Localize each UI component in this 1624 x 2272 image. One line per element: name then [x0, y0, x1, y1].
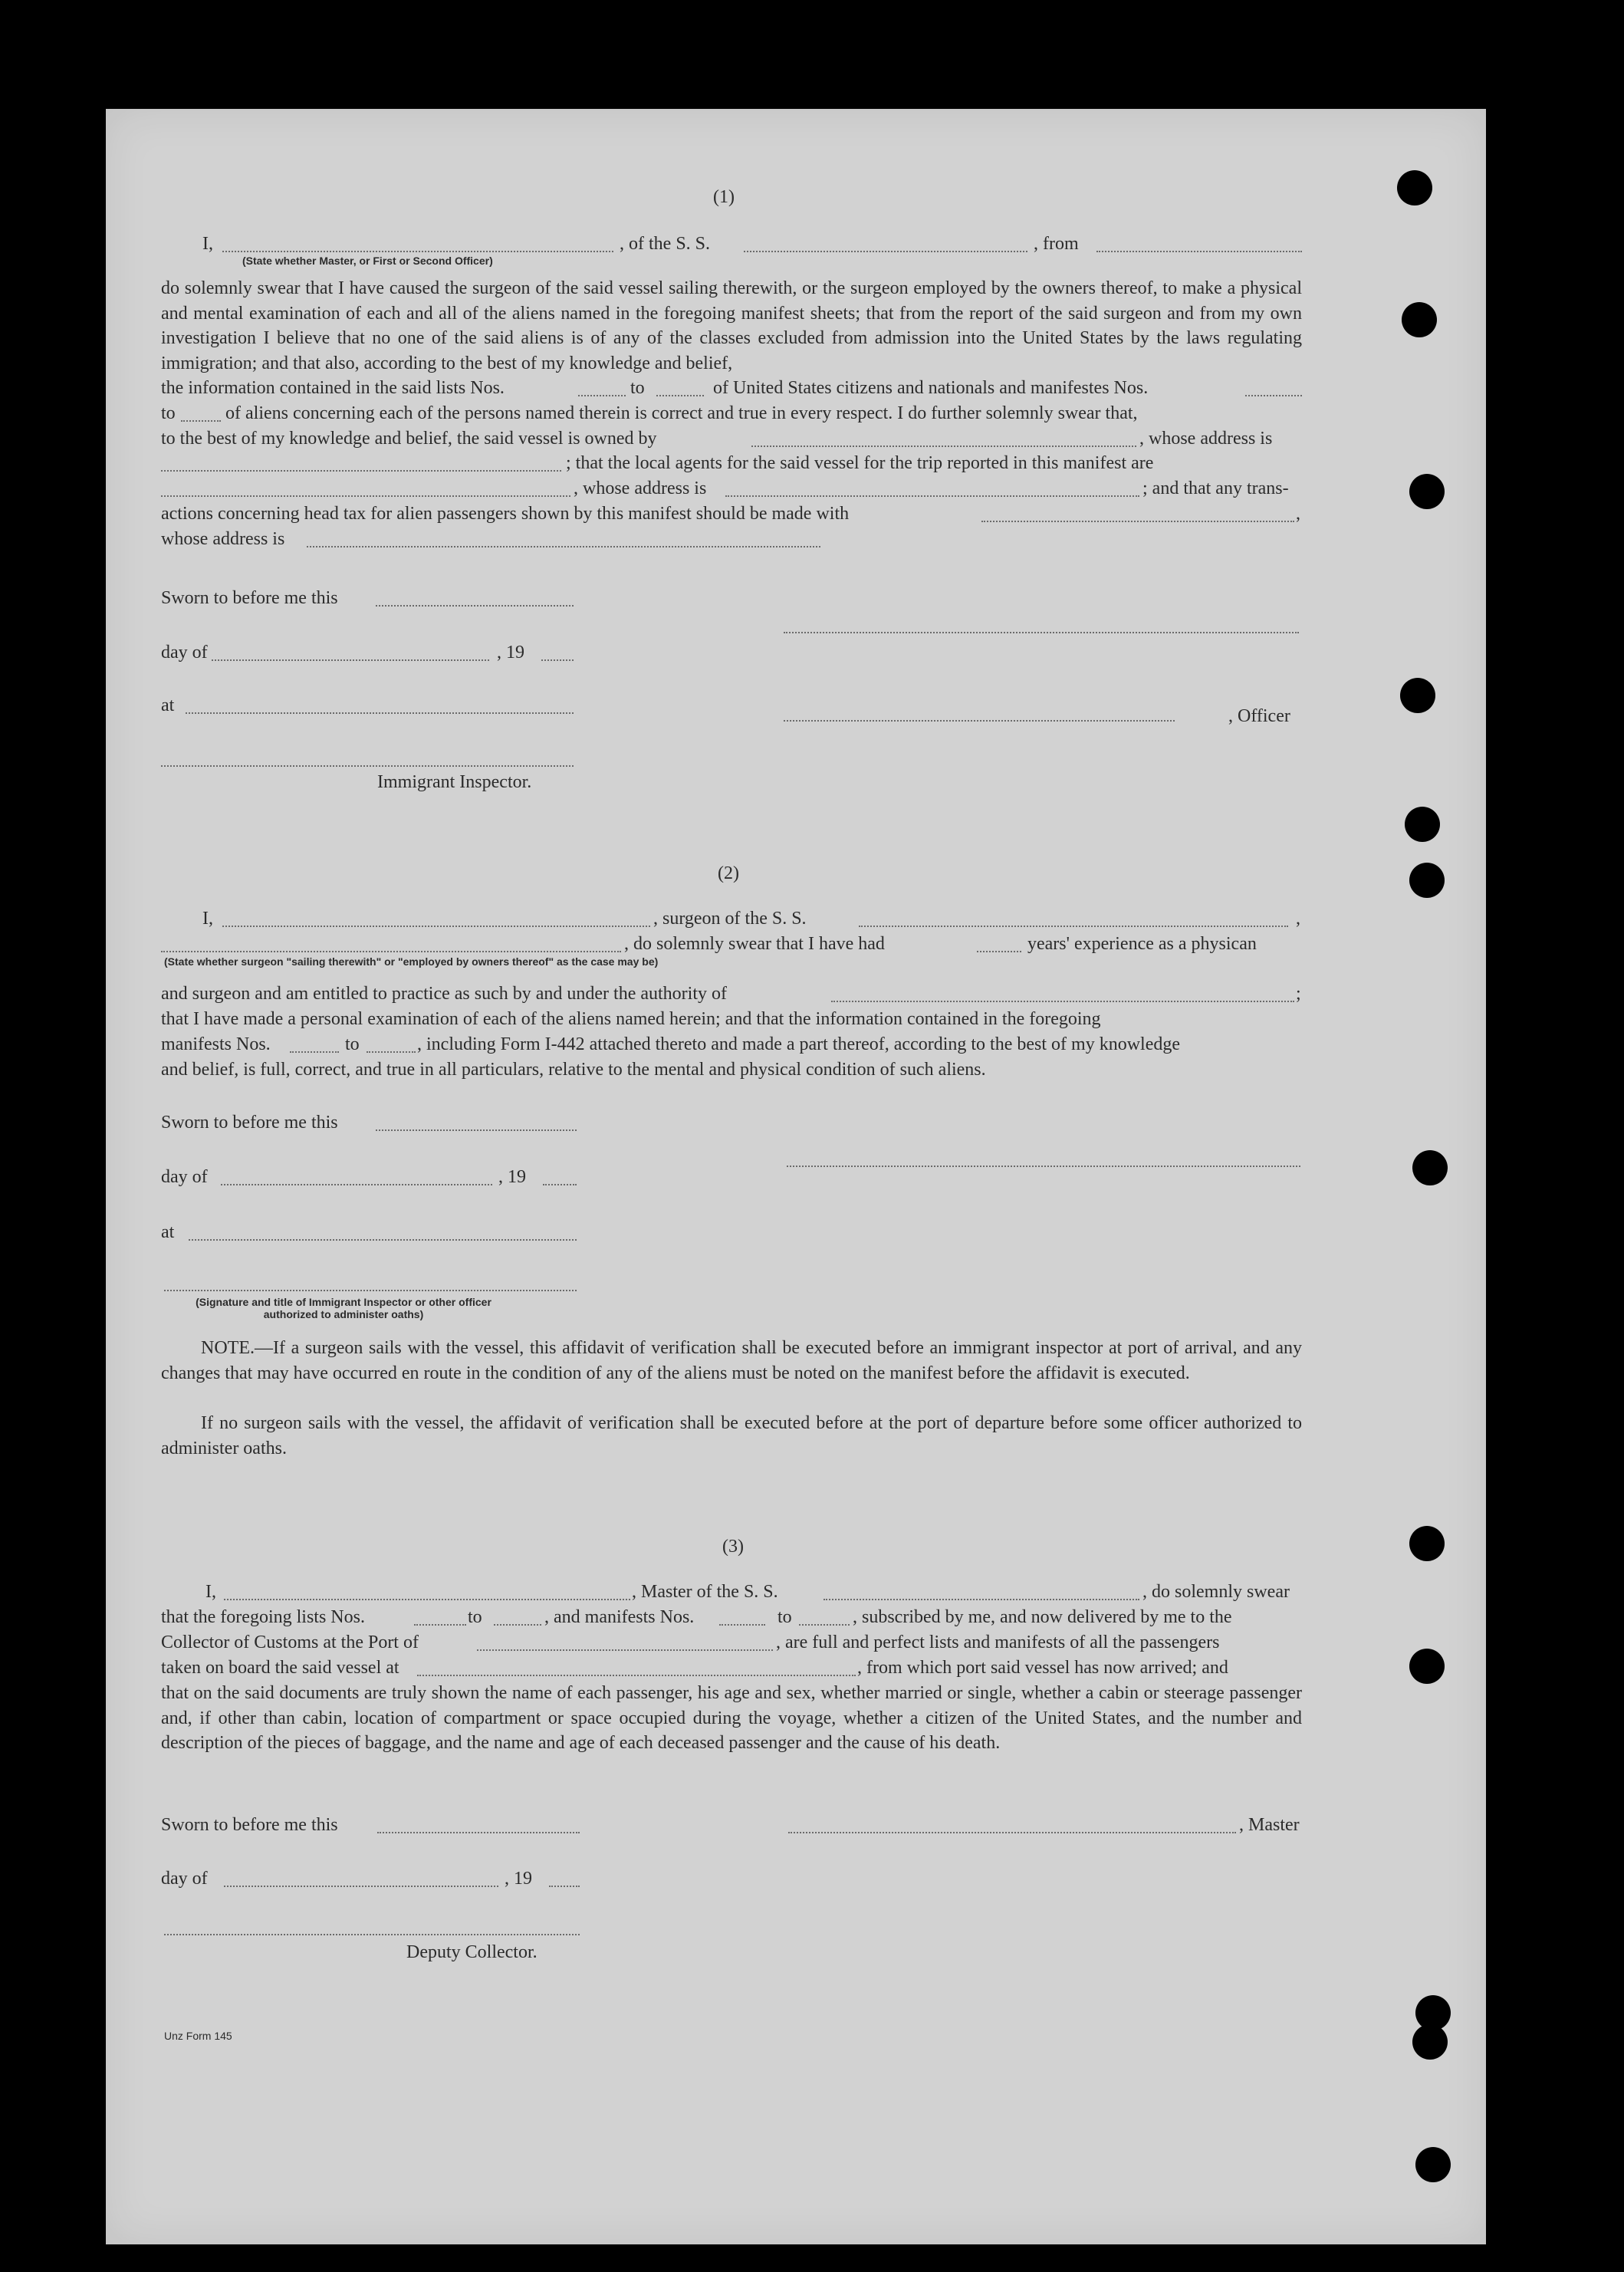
- s1-inspector: Immigrant Inspector.: [377, 772, 532, 792]
- section-1-number: (1): [713, 187, 735, 207]
- s2-auth-end: ;: [1296, 984, 1301, 1004]
- s3-lists-b: , and manifests Nos.: [544, 1607, 695, 1627]
- s3-i: I,: [205, 1582, 216, 1602]
- s2-belief: and belief, is full, correct, and true in all particulars, relative to the mental and physical condition of such aliens.: [161, 1060, 986, 1080]
- s2-swear-b: years' experience as a physican: [1027, 934, 1257, 954]
- s3-board-b: , from which port said vessel has now arrived; and: [857, 1658, 1228, 1678]
- s3-port-blank[interactable]: [477, 1649, 773, 1651]
- s2-manifests-b: , including Form I-442 attached thereto and made a part thereof, according to the best of my knowledge: [417, 1034, 1181, 1054]
- form-number: Unz Form 145: [164, 2030, 232, 2042]
- s1-whose-address: , whose address is: [574, 478, 707, 498]
- s1-actions: actions concerning head tax for alien passengers shown by this manifest should be made with: [161, 504, 850, 524]
- punch-hole: [1397, 170, 1432, 205]
- s3-sworn: Sworn to before me this: [161, 1815, 338, 1835]
- s2-day-blank[interactable]: [221, 1184, 492, 1185]
- s1-agents: ; that the local agents for the said vessel for the trip reported in this manifest are: [566, 453, 1154, 473]
- s3-lists-to2: to: [777, 1607, 792, 1627]
- punch-hole: [1405, 807, 1440, 842]
- s3-day-blank[interactable]: [224, 1886, 498, 1887]
- s1-agents-address-blank[interactable]: [725, 495, 1139, 497]
- s3-ship-blank[interactable]: [824, 1599, 1139, 1600]
- s1-owner-blank[interactable]: [751, 446, 1136, 447]
- s3-master: , Master: [1239, 1815, 1300, 1835]
- s1-from-blank[interactable]: [1096, 251, 1302, 252]
- s2-exam: that I have made a personal examination of each of the aliens named herein; and that the information contained in the foregoing: [161, 1009, 1101, 1029]
- s3-deputy-signature-line[interactable]: [164, 1934, 580, 1935]
- s2-authority-blank[interactable]: [831, 1001, 1294, 1002]
- s1-sworn-blank[interactable]: [376, 605, 574, 607]
- s2-manifests-to: to: [345, 1034, 360, 1054]
- s1-aliens-text: of aliens concerning each of the persons named therein is correct and true in every respect. I do further solemnly swear that,: [225, 403, 1138, 423]
- s1-officer: , Officer: [1228, 706, 1290, 726]
- s2-at: at: [161, 1222, 175, 1242]
- s2-manifests-a: manifests Nos.: [161, 1034, 271, 1054]
- s1-line1-of-ss: , of the S. S.: [620, 234, 711, 254]
- s1-final-address: whose address is: [161, 529, 285, 549]
- s1-manifest-from-blank[interactable]: [1245, 395, 1302, 396]
- section-2-number: (2): [718, 863, 739, 883]
- s1-info-b: of United States citizens and nationals and manifestes Nos.: [713, 378, 1149, 398]
- s2-surgeon-of: , surgeon of the S. S.: [653, 909, 807, 929]
- s2-signature-line[interactable]: [787, 1166, 1300, 1167]
- s3-manifests-to-blank[interactable]: [799, 1624, 850, 1626]
- s3-day-of: day of: [161, 1869, 208, 1889]
- s1-actions-end: ,: [1296, 504, 1300, 524]
- s3-sworn-blank[interactable]: [377, 1832, 580, 1833]
- s1-ship-blank[interactable]: [744, 251, 1027, 252]
- s1-paragraph: do solemnly swear that I have caused the surgeon of the said vessel sailing therewith, or the surgeon employed by the owners thereof, to make a physical and mental examination of each and all of the aliens named in the foregoing manifest sheets; that from the report of the said surgeon and from my own investigation I believe that no one of the said aliens is of any of the classes excluded from admission into the United States by the laws regulating immigration; and that also, according to the best of my knowledge and belief,: [161, 278, 1302, 373]
- s3-master-signature-blank[interactable]: [788, 1832, 1236, 1833]
- section-3-number: (3): [722, 1537, 744, 1557]
- s3-departure-port-blank[interactable]: [417, 1675, 856, 1676]
- s2-inspector-signature-line[interactable]: [164, 1290, 577, 1291]
- s1-final-address-blank[interactable]: [307, 546, 820, 547]
- s2-day-of: day of: [161, 1167, 208, 1187]
- s1-day-of: day of: [161, 643, 208, 663]
- s3-paragraph: that on the said documents are truly shown the name of each passenger, his age and sex, whether married or single, whether a cabin or steerage passenger and, if other than cabin, location of compartment or space occupied during the voyage, whether a citizen of the United States, and the number and description of the pieces of baggage, and the name and age of each deceased passenger and the cause of his death.: [161, 1683, 1302, 1753]
- s2-manifest-from-blank[interactable]: [290, 1051, 339, 1053]
- s2-nineteen: , 19: [498, 1167, 526, 1187]
- s2-surgeon-type-blank[interactable]: [161, 951, 621, 952]
- s1-info-a: the information contained in the said lists Nos.: [161, 378, 505, 398]
- s2-year-blank[interactable]: [543, 1184, 577, 1185]
- note-paragraph-1: NOTE.—If a surgeon sails with the vessel, this affidavit of verification shall be executed before an immigrant inspector at port of arrival, and any changes that may have occurred en route in the condition of any of the aliens must be noted on the manifest before the affidavit is executed.: [161, 1338, 1302, 1383]
- s3-lists-from-blank[interactable]: [414, 1624, 466, 1626]
- s2-manifest-to-blank[interactable]: [367, 1051, 416, 1053]
- s1-inspector-line[interactable]: [161, 765, 574, 767]
- punch-hole: [1412, 1150, 1448, 1185]
- s3-nineteen: , 19: [505, 1869, 532, 1889]
- s3-year-blank[interactable]: [549, 1886, 580, 1887]
- punch-hole: [1400, 678, 1435, 713]
- s3-deputy: Deputy Collector.: [406, 1942, 537, 1962]
- s2-comma: ,: [1296, 909, 1300, 929]
- s1-year-blank[interactable]: [541, 659, 574, 661]
- punch-hole: [1415, 2147, 1451, 2182]
- s1-officer-blank[interactable]: [784, 720, 1175, 722]
- s3-manifests-from-blank[interactable]: [719, 1624, 765, 1626]
- s1-owner-address-blank[interactable]: [161, 470, 561, 472]
- s2-sworn-blank[interactable]: [376, 1129, 577, 1131]
- s1-signature-line-1[interactable]: [784, 632, 1299, 633]
- s2-auth: and surgeon and am entitled to practice as such by and under the authority of: [161, 984, 727, 1004]
- s1-manifest-to-blank[interactable]: [181, 420, 221, 422]
- s2-sworn: Sworn to before me this: [161, 1113, 338, 1133]
- s1-at: at: [161, 695, 175, 715]
- s1-owned-b: , whose address is: [1139, 429, 1273, 449]
- s3-lists-a: that the foregoing lists Nos.: [161, 1607, 365, 1627]
- s2-at-blank[interactable]: [189, 1239, 577, 1241]
- punch-hole: [1409, 863, 1445, 898]
- s2-swear-a: , do solemnly swear that I have had: [624, 934, 885, 954]
- s2-i: I,: [202, 909, 213, 929]
- punch-hole: [1409, 474, 1445, 509]
- punch-hole: [1409, 1526, 1445, 1561]
- punch-hole: [1412, 2024, 1448, 2060]
- s3-lists-to-blank[interactable]: [494, 1624, 541, 1626]
- s1-info-to: to: [630, 378, 645, 398]
- s3-lists-c: , subscribed by me, and now delivered by me to the: [853, 1607, 1232, 1627]
- s1-list-to-blank[interactable]: [656, 395, 704, 396]
- punch-hole: [1409, 1649, 1445, 1684]
- s1-line1-i: I,: [202, 234, 213, 254]
- s3-master-of: , Master of the S. S.: [632, 1582, 778, 1602]
- s3-lists-to: to: [468, 1607, 482, 1627]
- s2-years-blank[interactable]: [977, 951, 1021, 952]
- s2-surgeon-note: (State whether surgeon "sailing therewith" or "employed by owners thereof" as the case may be): [164, 955, 659, 968]
- s2-signature-note: (Signature and title of Immigrant Inspector or other officer authorized to administer oaths): [196, 1296, 491, 1320]
- s1-headtax-blank[interactable]: [981, 521, 1294, 522]
- s1-owned-a: to the best of my knowledge and belief, the said vessel is owned by: [161, 429, 657, 449]
- s1-day-blank[interactable]: [212, 659, 489, 661]
- s2-name-blank[interactable]: [222, 926, 650, 927]
- s2-ship-blank[interactable]: [859, 926, 1288, 927]
- note-paragraph-2: If no surgeon sails with the vessel, the affidavit of verification shall be executed before at the port of departure before some officer authorized to administer oaths.: [161, 1413, 1302, 1458]
- punch-hole: [1402, 302, 1437, 337]
- s1-agents-blank[interactable]: [161, 495, 570, 497]
- s3-board: taken on board the said vessel at: [161, 1658, 399, 1678]
- s3-collector: Collector of Customs at the Port of: [161, 1632, 419, 1652]
- s3-name-blank[interactable]: [224, 1599, 630, 1600]
- s3-collector-b: , are full and perfect lists and manifests of all the passengers: [776, 1632, 1220, 1652]
- s1-list-from-blank[interactable]: [578, 395, 626, 396]
- s1-rank-note: (State whether Master, or First or Second Officer): [242, 255, 493, 267]
- s1-nineteen: , 19: [497, 643, 524, 663]
- s3-swear: , do solemnly swear: [1142, 1582, 1290, 1602]
- s1-aliens-to: to: [161, 403, 176, 423]
- s1-line1-from: , from: [1034, 234, 1079, 254]
- s1-trans: ; and that any trans-: [1142, 478, 1289, 498]
- s1-master-blank[interactable]: [222, 251, 613, 252]
- s1-sworn: Sworn to before me this: [161, 588, 338, 608]
- s1-at-blank[interactable]: [186, 712, 574, 714]
- form-sheet: [106, 109, 1486, 2244]
